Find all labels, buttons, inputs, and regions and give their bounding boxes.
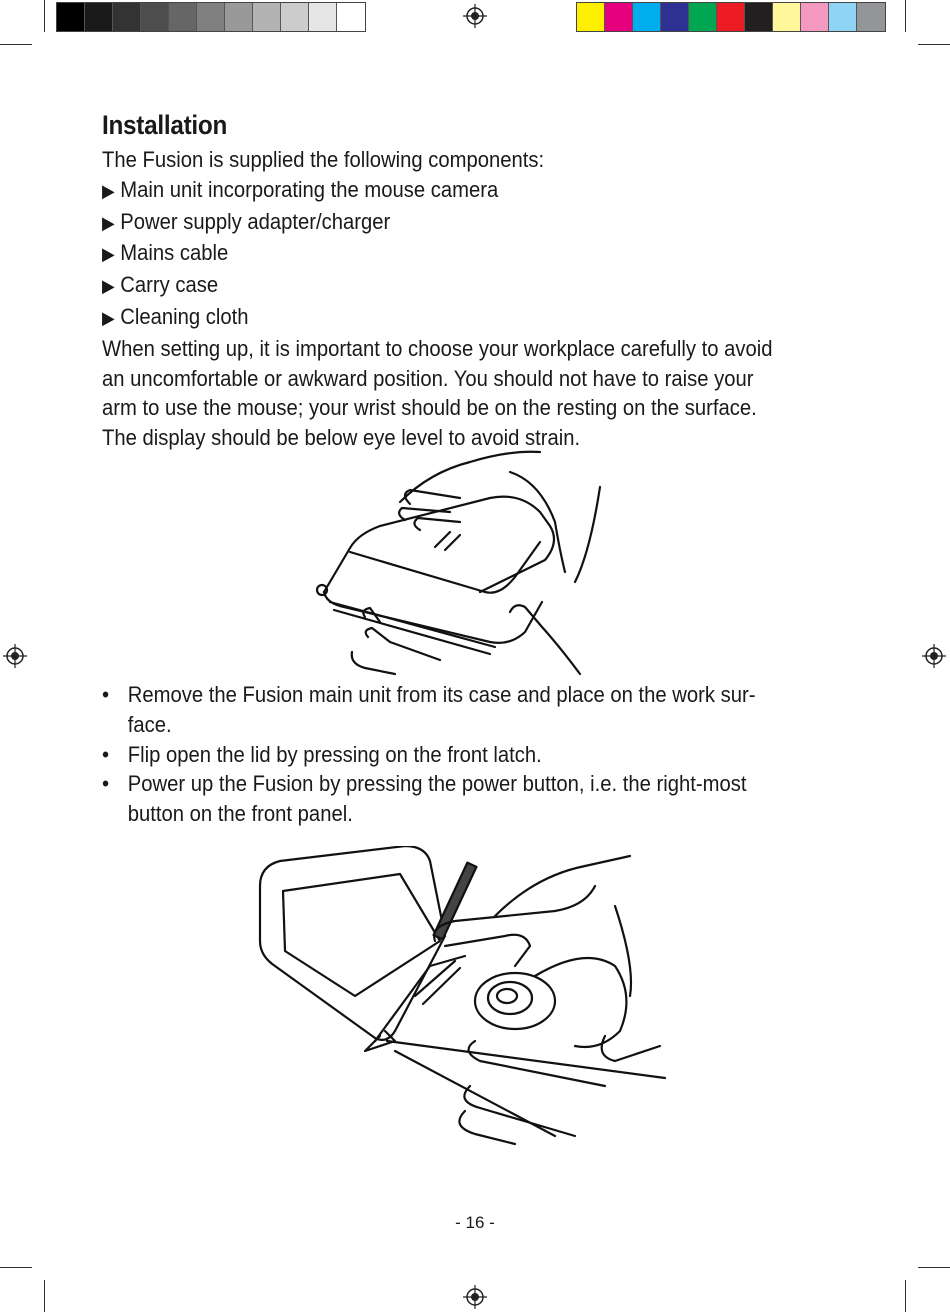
step-line	[102, 769, 764, 799]
arrow-bullet-icon: ▶	[102, 307, 115, 328]
component-list	[102, 175, 822, 334]
gray-swatch	[141, 3, 169, 31]
step-text: face.	[127, 711, 172, 737]
component-label: Cleaning cloth	[120, 303, 249, 329]
gray-swatch	[281, 3, 309, 31]
color-calibration-strip	[576, 2, 886, 32]
crop-mark	[905, 0, 906, 32]
step-line	[102, 710, 764, 740]
component-label: Power supply adapter/charger	[120, 208, 391, 234]
step-line	[102, 799, 764, 829]
color-swatch	[633, 3, 661, 31]
crop-mark	[44, 0, 45, 32]
gray-swatch	[309, 3, 337, 31]
color-swatch	[689, 3, 717, 31]
registration-mark-icon	[3, 644, 27, 668]
arrow-bullet-icon: ▶	[102, 244, 115, 265]
gray-swatch	[225, 3, 253, 31]
crop-mark	[918, 1267, 950, 1268]
registration-mark-icon	[922, 644, 946, 668]
intro-text: The Fusion is supplied the following components:	[102, 147, 545, 172]
bullet-icon: •	[102, 741, 110, 767]
component-label: Mains cable	[120, 240, 229, 266]
page-number: - 16 -	[455, 1213, 495, 1232]
color-swatch	[801, 3, 829, 31]
arrow-bullet-icon: ▶	[102, 212, 115, 233]
step-list	[102, 680, 822, 829]
paragraph-line: an uncomfortable or awkward position. You should not have to raise your	[102, 365, 754, 391]
step-line	[102, 680, 764, 710]
color-swatch	[829, 3, 857, 31]
setup-paragraph	[102, 334, 822, 453]
component-item	[102, 238, 764, 270]
step-text: Flip open the lid by pressing on the front latch.	[127, 741, 542, 767]
step-text: Remove the Fusion main unit from its case and place on the work sur-	[127, 682, 756, 707]
paragraph-line: The display should be below eye level to avoid strain.	[102, 425, 581, 451]
installation-section	[102, 110, 822, 453]
component-label: Carry case	[120, 272, 219, 298]
step-line	[102, 740, 764, 770]
crop-mark	[0, 1267, 32, 1268]
page-title: Installation	[102, 110, 228, 140]
color-swatch	[661, 3, 689, 31]
registration-mark-icon	[463, 4, 487, 28]
color-swatch	[857, 3, 885, 31]
gray-swatch	[85, 3, 113, 31]
color-swatch	[605, 3, 633, 31]
gray-swatch	[337, 3, 365, 31]
component-item	[102, 302, 764, 334]
color-swatch	[717, 3, 745, 31]
gray-swatch	[253, 3, 281, 31]
crop-mark	[905, 1280, 906, 1312]
crop-mark	[44, 1280, 45, 1312]
component-item	[102, 270, 764, 302]
gray-swatch	[113, 3, 141, 31]
gray-swatch	[169, 3, 197, 31]
gray-swatch	[57, 3, 85, 31]
gray-swatch	[197, 3, 225, 31]
component-item	[102, 207, 764, 239]
component-item	[102, 175, 764, 207]
component-label: Main unit incorporating the mouse camera	[120, 176, 499, 202]
arrow-bullet-icon: ▶	[102, 180, 115, 201]
bullet-icon: •	[102, 771, 110, 797]
arrow-bullet-icon: ▶	[102, 276, 115, 297]
open-device-illustration	[255, 846, 670, 1151]
step-text: Power up the Fusion by pressing the power button, i.e. the right-most	[127, 771, 747, 797]
closed-device-illustration	[310, 442, 620, 678]
step-text: button on the front panel.	[127, 801, 353, 827]
paragraph-line: When setting up, it is important to choose your workplace carefully to avoid	[102, 335, 773, 361]
paragraph-line: arm to use the mouse; your wrist should be on the resting on the surface.	[102, 395, 757, 421]
crop-mark	[0, 44, 32, 45]
crop-mark	[918, 44, 950, 45]
registration-mark-icon	[463, 1285, 487, 1309]
bullet-icon: •	[102, 682, 110, 707]
gray-calibration-strip	[56, 2, 366, 32]
color-swatch	[773, 3, 801, 31]
color-swatch	[577, 3, 605, 31]
color-swatch	[745, 3, 773, 31]
